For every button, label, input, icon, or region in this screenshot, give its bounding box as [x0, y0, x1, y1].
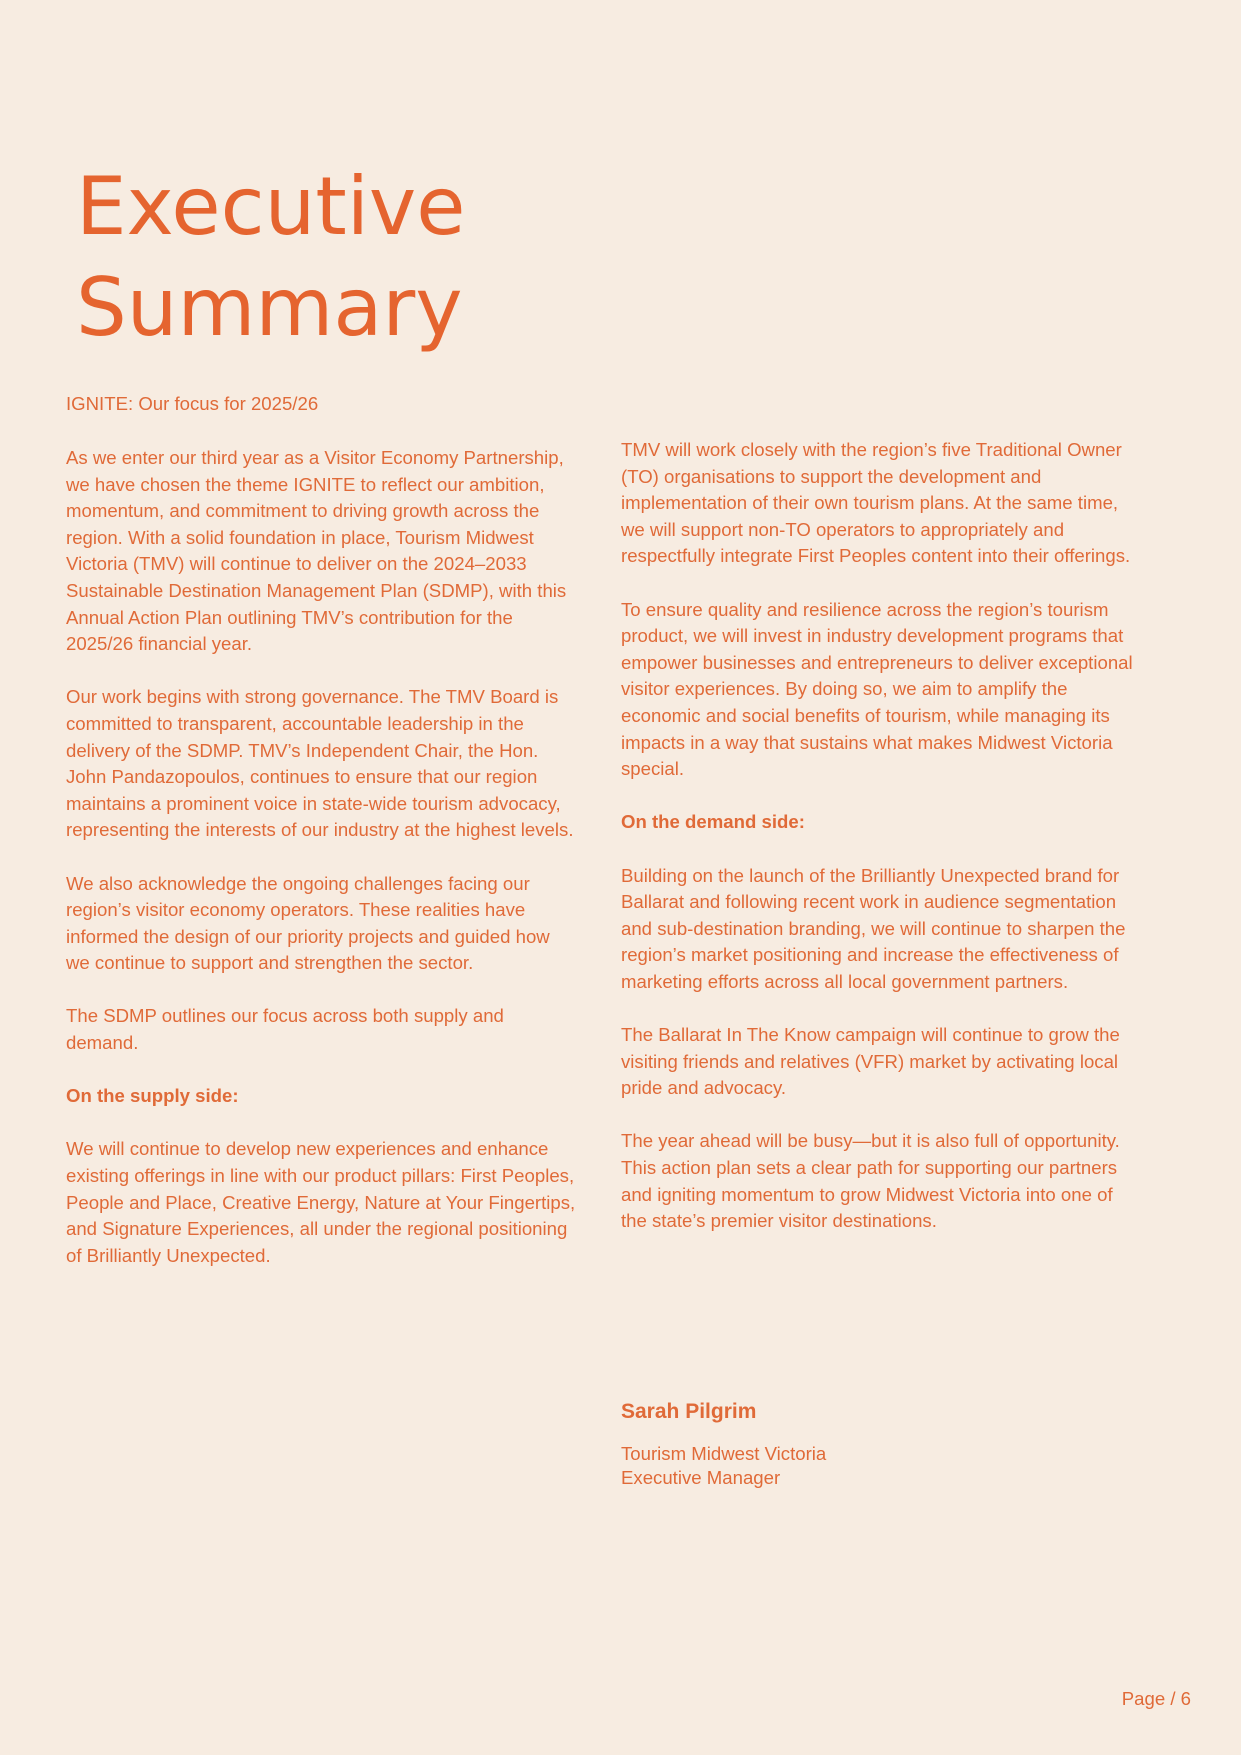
page-title-line-1: Executive: [76, 160, 466, 253]
intro-heading: IGNITE: Our focus for 2025/26: [66, 393, 319, 414]
paragraph: Building on the launch of the Brilliantly Unexpected brand for Ballarat and following recent work in audience segmentation and sub-destination branding, we will continue to sharpen the region’s market positioning and increase the effectiveness of marketing efforts across all local government partners.: [621, 864, 1126, 992]
paragraph: We also acknowledge the ongoing challenges facing our region’s visitor economy operators. These realities have informed the design of our priority projects and guided how we continue to support and strengthen the sector.: [66, 872, 550, 974]
paragraph: We will continue to develop new experiences and enhance existing offerings in line with our product pillars: First Peoples, People and Place, Creative Energy, Nature at Your Fingertips, and Signature Experiences, all under the regional positioning of Brilliantly Unexpected.: [66, 1138, 576, 1266]
left-column: [66, 445, 576, 1296]
paragraph: The year ahead will be busy—but it is also full of opportunity. This action plan sets a clear path for supporting our partners and igniting momentum to grow Midwest Victoria into one of the state’s premier visitor destinations.: [621, 1130, 1120, 1232]
subheading-demand-side: On the demand side:: [621, 811, 805, 833]
paragraph: Our work begins with strong governance. The TMV Board is committed to transparent, accountable leadership in the delivery of the SDMP. TMV’s Independent Chair, the Hon. John Pandazopoulos, continues to ensure that our region maintains a prominent voice in state-wide tourism advocacy, representing the interests of our industry at the highest levels.: [66, 686, 574, 841]
signature-name: Sarah Pilgrim: [621, 1400, 757, 1423]
paragraph: To ensure quality and resilience across the region’s tourism product, we will invest in industry development programs that empower businesses and entrepreneurs to deliver exceptional visitor experiences. By doing so, we aim to amplify the economic and social benefits of tourism, while managing its impacts in a way that sustains what makes Midwest Victoria special.: [621, 598, 1133, 780]
right-column: [621, 437, 1141, 1261]
page-title-line-2: Summary: [76, 261, 463, 354]
paragraph: As we enter our third year as a Visitor Economy Partnership, we have chosen the theme IGNITE to reflect our ambition, momentum, and commitment to driving growth across the region. With a solid foundation in place, Tourism Midwest Victoria (TMV) will continue to deliver on the 2024–2033 Sustainable Destination Management Plan (SDMP), with this Annual Action Plan outlining TMV’s contribution for the 2025/26 financial year.: [66, 447, 567, 655]
signature-organisation: Tourism Midwest Victoria: [621, 1443, 827, 1464]
paragraph: TMV will work closely with the region’s five Traditional Owner (TO) organisations to support the development and implementation of their own tourism plans. At the same time, we will support non-TO operators to appropriately and respectfully integrate First Peoples content into their offerings.: [621, 439, 1131, 567]
paragraph: The Ballarat In The Know campaign will continue to grow the visiting friends and relatives (VFR) market by activating local pride and advocacy.: [621, 1024, 1120, 1099]
paragraph: The SDMP outlines our focus across both supply and demand.: [66, 1005, 504, 1054]
signature-details: [621, 1442, 826, 1489]
page-number: Page / 6: [1121, 1688, 1191, 1709]
subheading-supply-side: On the supply side:: [66, 1085, 239, 1107]
page-title: [76, 156, 466, 358]
signature-role: Executive Manager: [621, 1466, 781, 1488]
